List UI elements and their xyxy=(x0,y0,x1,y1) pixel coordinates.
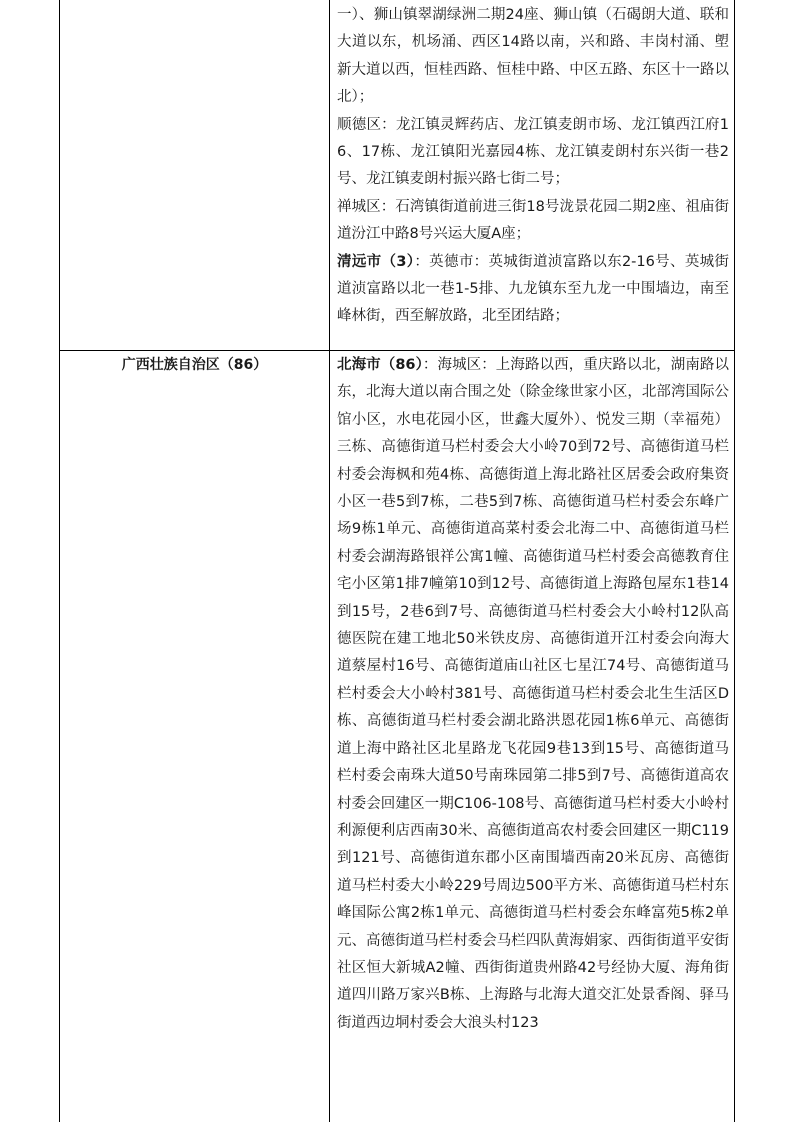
paragraph-text: ：英德市：英城街道浈富路以东2-16号、英城街道浈富路以北一巷1-5排、九龙镇东至九龙一中围墙边，南至峰林街，西至解放路，北至团结路； xyxy=(337,253,729,325)
region-cell: 广西壮族自治区（86） xyxy=(121,357,268,373)
paragraph-text: 禅城区：石湾镇街道前进三街18号泷景花园二期2座、祖庙街道汾江中路8号兴运大厦A座； xyxy=(337,198,729,243)
paragraph xyxy=(337,249,729,331)
detail-cell xyxy=(337,352,729,1037)
city-label: 北海市（86） xyxy=(337,357,423,373)
paragraph-text: ：海城区：上海路以西，重庆路以北，湖南路以东，北海大道以南合围之处（除金缘世家小区，北部湾国际公馆小区，水电花园小区，世鑫大厦外）、悦发三期（幸福苑）三栋、高德街道马栏村委会大小岭70到72号、高德街道马栏村委会海枫和苑4栋、高德街道上海北路社区居委会政府集资小区一巷5到7栋，二巷5到7栋、高德街道马栏村委会东峰广场9栋1单元、高德街道高菜村委会北海二中、高德街道马栏村委会湖海路银祥公寓1幢、高德街道马栏村委会高德教育住宅小区第1排7幢第10到12号、高德街道上海路包屋东1巷14到15号，2巷6到7号、高德街道马栏村委会大小岭村12队高德医院在建工地北50米铁皮房、高德街道开江村委会向海大道蔡屋村16号、高德街道庙山社区七星江74号、高德街道马栏村委会大小岭村381号、高德街道马栏村委会北生生活区D栋、高德街道马栏村委会湖北路洪恩花园1栋6单元、高德街道上海中路社区北星路龙飞花园9巷13到15号、高德街道马栏村委会南珠大道50号南珠园第二排5到7号、高德街道高农村委会回建区一期C106-108号、高德街道马栏村委大小岭村利源便利店西南30米、高德街道高农村委会回建区一期C119到121号、高德街道东郡小区南围墙西南20米瓦房、高德街道马栏村委大小岭229号周边500平方米、高德街道马栏村东峰国际公寓2栋1单元、高德街道马栏村委会东峰富苑5栋2单元、高德街道马栏村委会马栏四队黄海娟家、西街街道平安街社区恒大新城A2幢、西街街道贵州路42号经协大厦、海角街道四川路万家兴B栋、上海路与北海大道交汇处景香阁、驿马街道西边垌村委会大浪头村123 xyxy=(337,357,729,1031)
detail-cell xyxy=(337,2,729,331)
paragraph-text: 一）、狮山镇翠湖绿洲二期24座、狮山镇（石碣朗大道、联和大道以东，机场涌、西区14路以南，兴和路、丰岗村涌、塱新大道以西，恒桂西路、恒桂中路、中区五路、东区十一路以北）； xyxy=(337,7,729,106)
paragraph-text: 顺德区：龙江镇灵辉药店、龙江镇麦朗市场、龙江镇西江府16、17栋、龙江镇阳光嘉园4栋、龙江镇麦朗村东兴街一巷2号、龙江镇麦朗村振兴路七街二号； xyxy=(337,116,729,188)
row-divider xyxy=(59,350,735,351)
paragraph xyxy=(337,2,729,112)
paragraph xyxy=(337,112,729,194)
city-label: 清远市（3） xyxy=(337,253,415,270)
column-divider xyxy=(329,0,330,1122)
paragraph xyxy=(337,352,729,1037)
paragraph xyxy=(337,194,729,249)
